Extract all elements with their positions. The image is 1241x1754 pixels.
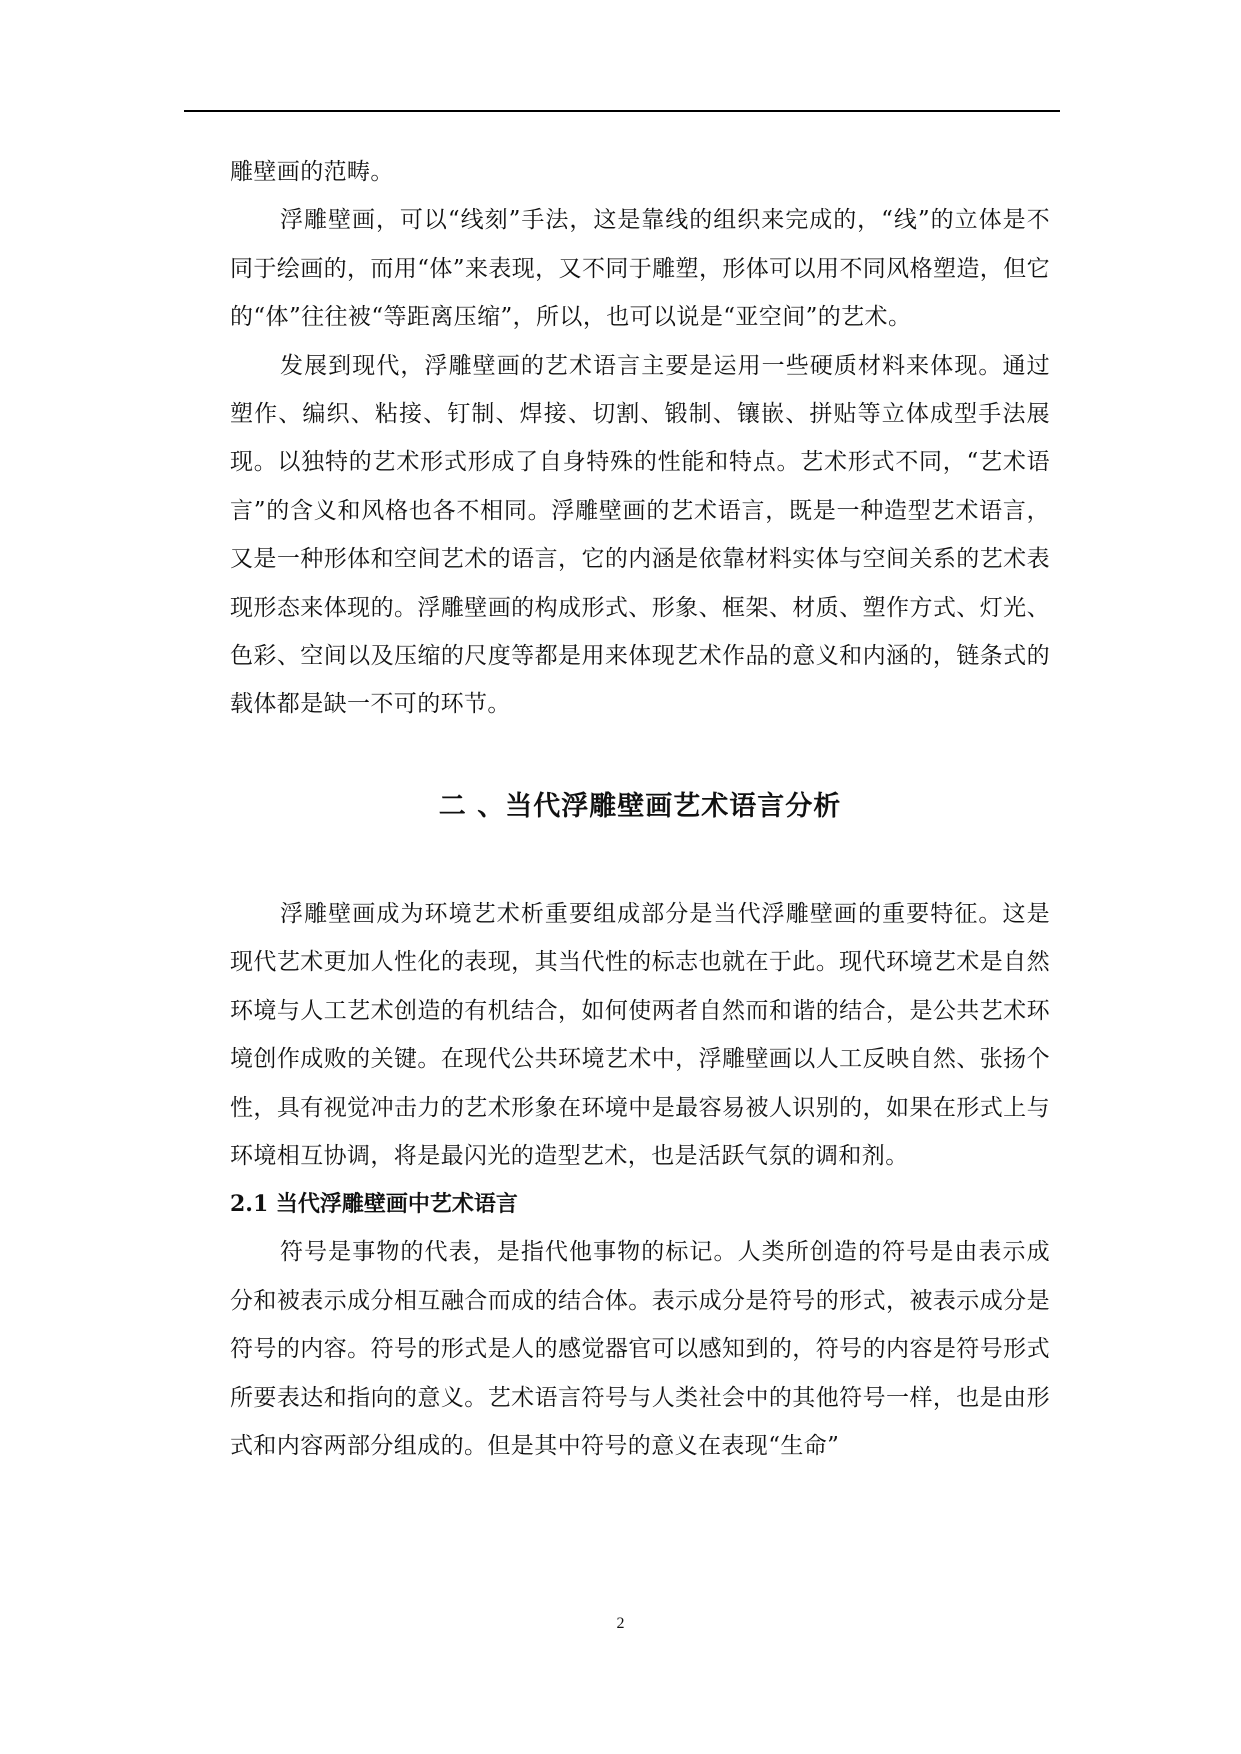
paragraph-symbols: 符号是事物的代表，是指代他事物的标记。人类所创造的符号是由表示成分和被表示成分相互融合而成的结合体。表示成分是符号的形式，被表示成分是符号的内容。符号的形式是人的感觉器官可以感知到的，符号的内容是符号形式所要表达和指向的意义。艺术语言符号与人类社会中的其他符号一样，也是由形式和内容两部分组成的。但是其中符号的意义在表现“生命”: [230, 1239, 1050, 1459]
page-number: 2: [616, 1615, 625, 1632]
paragraph-environment-art: 浮雕壁画成为环境艺术析重要组成部分是当代浮雕壁画的重要特征。这是现代艺术更加人性化的表现，其当代性的标志也就在于此。现代环境艺术是自然环境与人工艺术创造的有机结合，如何使两者自然而和谐的结合，是公共艺术环境创作成败的关键。在现代公共环境艺术中，浮雕壁画以人工反映自然、张扬个性，具有视觉冲击力的艺术形象在环境中是最容易被人识别的，如果在形式上与环境相互协调，将是最闪光的造型艺术，也是活跃气氛的调和剂。: [230, 900, 1050, 1169]
paragraph-modern-development: 发展到现代，浮雕壁画的艺术语言主要是运用一些硬质材料来体现。通过塑作、编织、粘接、钉制、焊接、切割、锻制、镶嵌、拼贴等立体成型手法展现。以独特的艺术形式形成了自身特殊的性能和特点。艺术形式不同，“艺术语言”的含义和风格也各不相同。浮雕壁画的艺术语言，既是一种造型艺术语言，又是一种形体和空间艺术的语言，它的内涵是依靠材料实体与空间关系的艺术表现形态来体现的。浮雕壁画的构成形式、形象、框架、材质、塑作方式、灯光、色彩、空间以及压缩的尺度等都是用来体现艺术作品的意义和内涵的，链条式的载体都是缺一不可的环节。: [230, 352, 1050, 718]
paragraph-continuation: 雕壁画的范畴。: [230, 159, 394, 185]
document-body: [230, 148, 1050, 1470]
section-title: 二 、当代浮雕壁画艺术语言分析: [438, 790, 842, 822]
header-rule: [184, 110, 1060, 112]
paragraph-line-engraving: 浮雕壁画，可以“线刻”手法，这是靠线的组织来完成的，“线”的立体是不同于绘画的，而用“体”来表现，又不同于雕塑，形体可以用不同风格塑造，但它的“体”往往被“等距离压缩”，所以，也可以说是“亚空间”的艺术。: [230, 207, 1050, 331]
subsection-title: 2.1 当代浮雕壁画中艺术语言: [230, 1191, 518, 1218]
